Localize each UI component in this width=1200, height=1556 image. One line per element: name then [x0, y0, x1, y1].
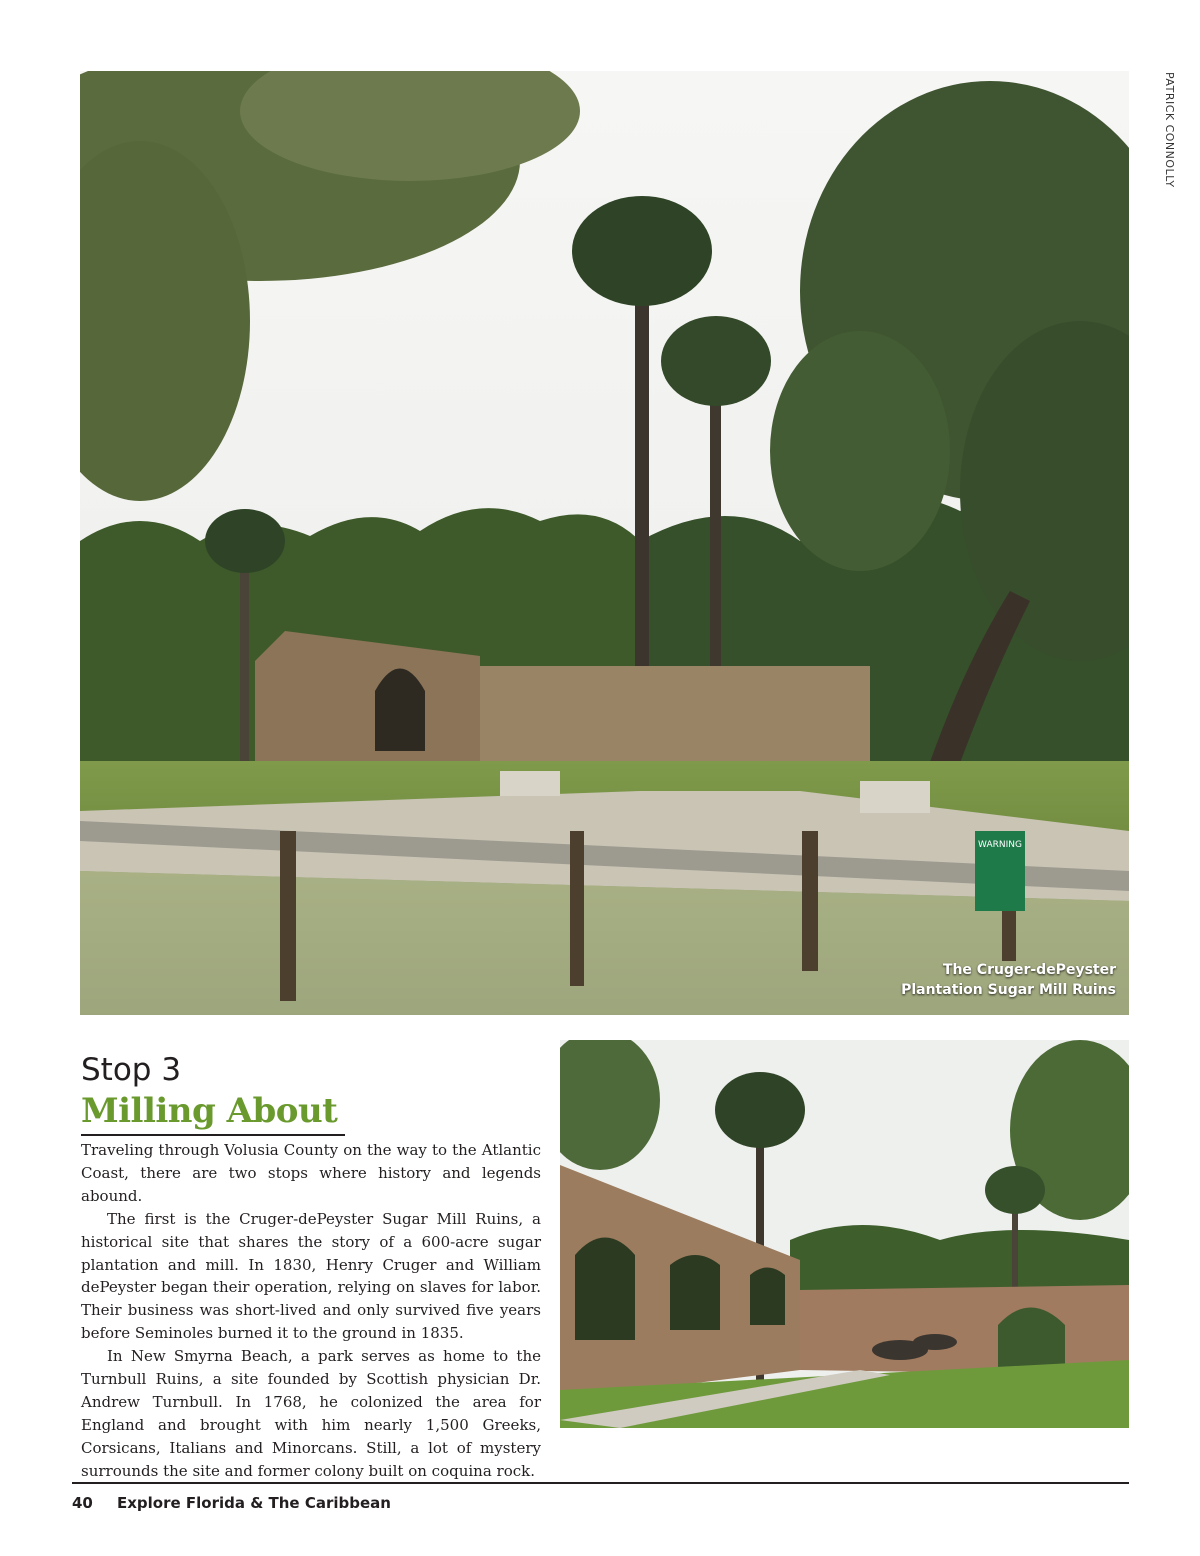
stop-label: Stop 3 [81, 1052, 182, 1088]
publication-title: Explore Florida & The Caribbean [117, 1494, 391, 1512]
main-photo [80, 71, 1129, 1015]
paragraph-1: Traveling through Volusia County on the way to the Atlantic Coast, there are two stops where history and legends abound. [81, 1141, 541, 1205]
second-photo [560, 1040, 1129, 1428]
warning-sign-text: WARNING [978, 840, 1022, 850]
paragraph-3: In New Smyrna Beach, a park serves as home to the Turnbull Ruins, a site founded by Scottish physician Dr. Andrew Turnbull. In 1768, he colonized the area for England and brought with him nearly 1,500 Greeks, Corsicans, Italians and Minorcans. Still, a lot of mystery surrounds the site and former colony built on coquina rock. [81, 1347, 541, 1480]
turnbull-ruins-photo [560, 1040, 1129, 1428]
caption-line-2: Plantation Sugar Mill Ruins [901, 982, 1116, 998]
photo-credit: PATRICK CONNOLLY [1163, 72, 1176, 188]
main-photo-caption [901, 960, 1116, 1000]
page-number: 40 [72, 1494, 93, 1512]
caption-line-1: The Cruger-dePeyster [942, 962, 1116, 978]
article-headline: Milling About [81, 1091, 338, 1131]
sugar-mill-ruins-photo [80, 71, 1129, 1015]
footer-rule [72, 1482, 1129, 1484]
paragraph-2: The first is the Cruger-dePeyster Sugar Mill Ruins, a historical site that shares the story of a 600-acre sugar plantation and mill. In 1830, Henry Cruger and William dePeyster began their operation, relying on slaves for labor. Their business was short-lived and only survived five years before Seminoles burned it to the ground in 1835. [81, 1209, 541, 1343]
headline-underline [81, 1134, 345, 1136]
article-body [81, 1139, 541, 1483]
